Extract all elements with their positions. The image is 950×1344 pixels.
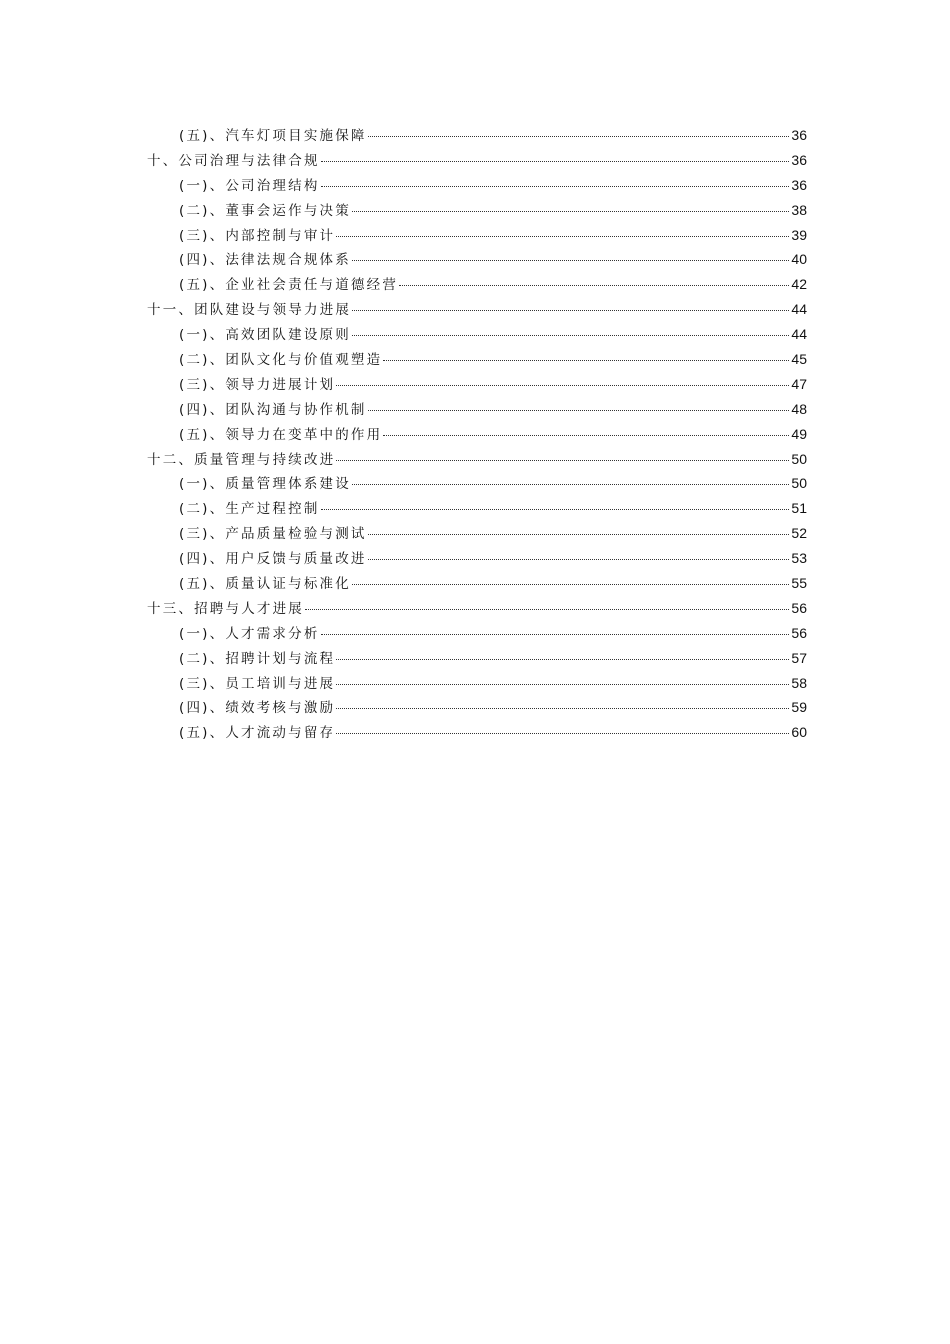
toc-entry-page: 44 — [791, 301, 807, 318]
toc-entry[interactable] — [147, 174, 807, 199]
toc-leader-dots — [352, 584, 789, 585]
toc-entry-title: (三)、内部控制与审计 — [179, 227, 336, 244]
toc-entry-page: 47 — [791, 375, 807, 392]
toc-entry-title: (一)、高效团队建设原则 — [179, 327, 351, 344]
toc-entry-title: (五)、企业社会责任与道德经营 — [179, 277, 399, 294]
toc-entry-page: 55 — [791, 575, 807, 592]
toc-entry-page: 36 — [791, 176, 807, 193]
toc-leader-dots — [336, 733, 789, 734]
toc-leader-dots — [368, 136, 790, 137]
toc-entry-page: 56 — [791, 599, 807, 616]
toc-entry-page: 51 — [791, 500, 807, 517]
toc-entry-page: 59 — [791, 699, 807, 716]
toc-entry-title: 十、公司治理与法律合规 — [147, 152, 320, 169]
toc-entry[interactable] — [147, 398, 807, 423]
toc-entry-title: 十一、团队建设与领导力进展 — [147, 302, 352, 319]
table-of-contents — [147, 124, 807, 746]
toc-leader-dots — [368, 559, 790, 560]
toc-entry-page: 36 — [791, 151, 807, 168]
toc-entry-page: 53 — [791, 550, 807, 567]
toc-entry-title: (三)、领导力进展计划 — [179, 376, 336, 393]
toc-entry-title: (五)、领导力在变革中的作用 — [179, 426, 383, 443]
toc-leader-dots — [368, 534, 790, 535]
toc-entry[interactable] — [147, 597, 807, 622]
toc-entry[interactable] — [147, 672, 807, 697]
toc-entry-page: 36 — [791, 127, 807, 143]
toc-entry[interactable] — [147, 647, 807, 672]
toc-leader-dots — [352, 335, 789, 336]
toc-entry-title: (四)、法律法规合规体系 — [179, 252, 351, 269]
toc-leader-dots — [352, 260, 789, 261]
toc-entry-title: (一)、人才需求分析 — [179, 625, 320, 642]
toc-entry[interactable] — [147, 696, 807, 721]
toc-entry-title: (五)、人才流动与留存 — [179, 725, 336, 742]
toc-leader-dots — [352, 484, 789, 485]
toc-entry-title: (三)、员工培训与进展 — [179, 675, 336, 692]
toc-leader-dots — [383, 435, 789, 436]
toc-entry[interactable] — [147, 149, 807, 174]
toc-entry[interactable] — [147, 124, 807, 149]
toc-leader-dots — [368, 410, 790, 411]
toc-entry-page: 58 — [791, 674, 807, 691]
toc-entry-page: 56 — [791, 624, 807, 641]
toc-entry-page: 50 — [791, 475, 807, 492]
toc-entry-title: (三)、产品质量检验与测试 — [179, 526, 367, 543]
toc-entry-page: 50 — [791, 450, 807, 467]
toc-entry[interactable] — [147, 522, 807, 547]
toc-entry[interactable] — [147, 448, 807, 473]
toc-entry-title: (五)、汽车灯项目实施保障 — [179, 128, 367, 144]
toc-entry-page: 48 — [791, 400, 807, 417]
toc-leader-dots — [352, 211, 789, 212]
toc-entry-page: 52 — [791, 525, 807, 542]
toc-leader-dots — [336, 460, 789, 461]
toc-leader-dots — [305, 609, 789, 610]
toc-entry[interactable] — [147, 298, 807, 323]
toc-leader-dots — [399, 285, 789, 286]
toc-entry-title: (二)、招聘计划与流程 — [179, 650, 336, 667]
toc-entry[interactable] — [147, 199, 807, 224]
toc-entry[interactable] — [147, 373, 807, 398]
toc-entry[interactable] — [147, 423, 807, 448]
toc-entry[interactable] — [147, 224, 807, 249]
toc-entry-title: (一)、公司治理结构 — [179, 177, 320, 194]
toc-entry-page: 42 — [791, 276, 807, 293]
toc-entry-page: 38 — [791, 201, 807, 218]
toc-entry-page: 44 — [791, 326, 807, 343]
toc-entry[interactable] — [147, 721, 807, 746]
toc-entry[interactable] — [147, 547, 807, 572]
toc-leader-dots — [352, 310, 789, 311]
toc-entry[interactable] — [147, 497, 807, 522]
toc-leader-dots — [336, 236, 789, 237]
toc-entry[interactable] — [147, 348, 807, 373]
toc-entry-page: 57 — [791, 649, 807, 666]
toc-entry[interactable] — [147, 622, 807, 647]
toc-entry[interactable] — [147, 273, 807, 298]
toc-entry-title: (五)、质量认证与标准化 — [179, 576, 351, 593]
toc-entry-title: (二)、董事会运作与决策 — [179, 202, 351, 219]
toc-leader-dots — [321, 509, 790, 510]
toc-entry-title: (二)、团队文化与价值观塑造 — [179, 352, 383, 369]
toc-entry[interactable] — [147, 572, 807, 597]
toc-entry-title: (四)、用户反馈与质量改进 — [179, 551, 367, 568]
toc-entry-page: 60 — [791, 724, 807, 741]
toc-leader-dots — [383, 360, 789, 361]
toc-leader-dots — [321, 634, 790, 635]
toc-entry-title: 十二、质量管理与持续改进 — [147, 451, 336, 468]
toc-leader-dots — [336, 684, 789, 685]
toc-entry-page: 39 — [791, 226, 807, 243]
toc-entry-page: 49 — [791, 425, 807, 442]
toc-leader-dots — [336, 385, 789, 386]
toc-leader-dots — [321, 161, 790, 162]
toc-entry-page: 45 — [791, 351, 807, 368]
toc-entry-title: 十三、招聘与人才进展 — [147, 600, 304, 617]
toc-leader-dots — [321, 186, 790, 187]
toc-leader-dots — [336, 659, 789, 660]
toc-entry-title: (二)、生产过程控制 — [179, 501, 320, 518]
toc-entry[interactable] — [147, 248, 807, 273]
toc-entry[interactable] — [147, 472, 807, 497]
toc-entry-title: (四)、绩效考核与激励 — [179, 700, 336, 717]
toc-entry-title: (四)、团队沟通与协作机制 — [179, 401, 367, 418]
toc-leader-dots — [336, 708, 789, 709]
toc-entry[interactable] — [147, 323, 807, 348]
toc-entry-title: (一)、质量管理体系建设 — [179, 476, 351, 493]
toc-entry-page: 40 — [791, 251, 807, 268]
